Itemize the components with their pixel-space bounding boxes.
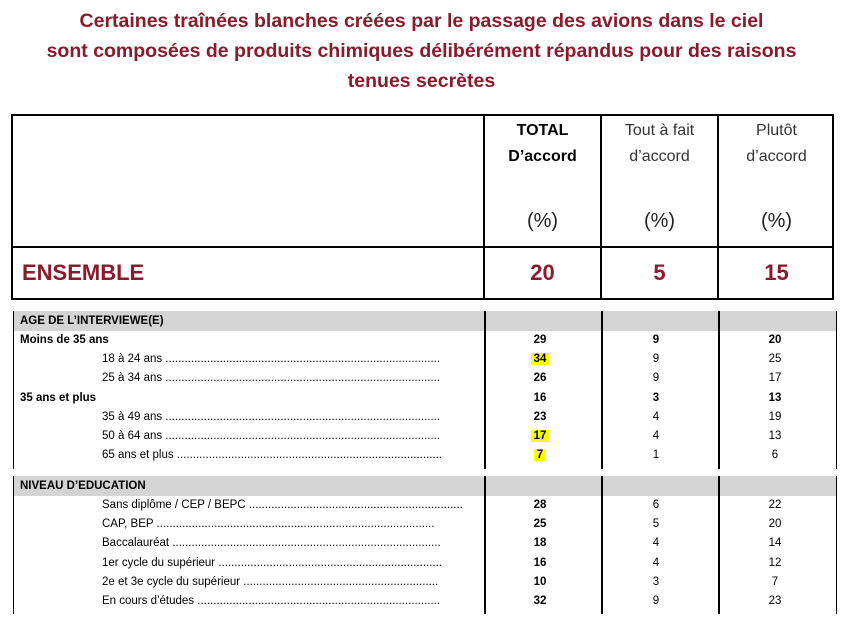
cell-plutot [755,592,795,611]
cell-total [520,408,560,427]
cell-value: 20 [768,518,782,531]
column-header-plutot: Plutôt d’accord [746,122,807,165]
percent-unit-total: (%) [526,210,559,232]
ensemble-total: 20 [530,260,555,285]
column-divider [718,311,720,469]
cell-value: 6 [771,449,779,462]
cell-value: 29 [533,334,547,346]
cell-total [520,369,560,388]
cell-value: 23 [768,594,782,607]
cell-value: 18 [533,537,547,550]
row-label: CAP, BEP ....................................................................................... [102,518,435,531]
cell-value: 4 [652,537,660,550]
cell-total [520,515,560,534]
cell-value: 3 [652,575,660,588]
section-title: AGE DE L’INTERVIEWE(E) [14,311,836,331]
table-row [14,331,836,350]
cell-value: 28 [533,499,547,511]
cell-plutot [755,446,795,465]
cell-total [520,446,560,465]
cell-plutot [755,534,795,553]
table-row [14,369,836,388]
cell-plutot [755,369,795,388]
cell-value: 22 [768,499,782,511]
column-divider [718,476,720,614]
row-label: Baccalauréat .................................................................................... [102,537,441,550]
cell-tout [636,534,676,553]
row-label: 65 ans et plus ................................................................................... [102,449,442,462]
table-row [14,554,836,573]
percent-unit-plutot: (%) [760,210,793,232]
cell-tout [636,446,676,465]
cell-plutot [755,573,795,592]
cell-plutot [755,389,795,408]
cell-total [520,592,560,611]
cell-value: 32 [533,594,547,607]
cell-plutot [755,331,795,350]
chart-title [0,6,843,96]
section-title: NIVEAU D’EDUCATION [14,476,836,496]
cell-total [520,573,560,592]
cell-value: 13 [768,391,782,404]
row-label: 35 à 49 ans ...................................................................................... [102,410,441,423]
ensemble-plutot: 15 [764,260,789,285]
title-line-1: Certaines traînées blanches créées par le passage des avions dans le ciel [79,10,764,32]
row-label: 1er cycle du supérieur ...................................................................... [102,556,442,569]
cell-tout [636,515,676,534]
cell-value: 9 [652,353,660,366]
cell-value: 4 [652,429,660,442]
title-line-2: sont composées de produits chimiques délibérément répandus pour des raisons [46,40,797,62]
cell-total [520,350,560,369]
cell-value: 20 [768,334,782,346]
row-label: Sans diplôme / CEP / BEPC ................................................................... [102,499,463,511]
table-row [14,515,836,534]
cell-value: 10 [533,575,547,588]
column-divider [484,311,486,469]
cell-total [520,389,560,408]
row-label: 2e et 3e cycle du supérieur ............................................................. [102,575,439,588]
cell-value: 14 [768,537,782,550]
cell-tout [636,369,676,388]
cell-tout [636,389,676,408]
row-label: 18 à 24 ans ...................................................................................... [102,353,441,366]
table-row [14,427,836,446]
cell-value: 9 [652,334,660,346]
section-age [13,311,837,469]
cell-value: 6 [652,499,660,511]
cell-value: 9 [652,372,660,385]
cell-plutot [755,496,795,515]
cell-tout [636,427,676,446]
percent-unit-tout: (%) [643,210,676,232]
cell-tout [636,592,676,611]
table-row [14,408,836,427]
cell-total [520,534,560,553]
cell-value: 19 [768,410,782,423]
cell-value: 23 [533,410,547,423]
ensemble-tout: 5 [653,260,666,285]
cell-tout [636,554,676,573]
column-divider [601,476,603,614]
row-label: En cours d’études ............................................................................ [102,594,441,607]
highlighted-value: 17 [531,430,550,442]
cell-value: 1 [652,449,660,462]
cell-plutot [755,427,795,446]
title-line-3: tenues secrètes [347,70,496,92]
cell-plutot [755,350,795,369]
cell-value: 4 [652,410,660,423]
row-label: 50 à 64 ans ...................................................................................... [102,429,441,442]
cell-total [520,331,560,350]
cell-value: 16 [533,556,547,569]
cell-value: 3 [652,391,660,404]
cell-value: 26 [533,372,547,385]
cell-tout [636,573,676,592]
cell-total [520,554,560,573]
table-row [14,446,836,465]
cell-value: 9 [652,594,660,607]
cell-value: 16 [533,391,547,404]
highlighted-value: 7 [534,449,546,461]
table-row [14,592,836,611]
cell-plutot [755,515,795,534]
cell-value: 17 [768,372,782,385]
row-label: Moins de 35 ans [20,334,109,346]
cell-plutot [755,408,795,427]
row-label: 25 à 34 ans ...................................................................................... [102,372,441,385]
cell-plutot [755,554,795,573]
cell-total [520,496,560,515]
section-education [13,476,837,614]
cell-total [520,427,560,446]
column-divider [601,311,603,469]
column-header-total: TOTAL D’accord [508,122,577,165]
column-divider [484,476,486,614]
cell-value: 7 [771,575,779,588]
cell-tout [636,408,676,427]
highlighted-value: 34 [531,353,550,365]
header-divider [11,246,834,248]
table-row [14,350,836,369]
cell-tout [636,350,676,369]
table-row [14,573,836,592]
ensemble-label: ENSEMBLE [22,260,145,285]
cell-value: 4 [652,556,660,569]
cell-value: 5 [652,518,660,531]
column-header-tout-a-fait: Tout à fait d’accord [624,122,695,165]
cell-value: 25 [768,353,782,366]
table-row [14,389,836,408]
cell-value: 13 [768,429,782,442]
cell-value: 12 [768,556,782,569]
table-row [14,496,836,515]
cell-value: 25 [533,518,547,531]
cell-tout [636,496,676,515]
row-label: 35 ans et plus [20,391,97,404]
cell-tout [636,331,676,350]
table-row [14,534,836,553]
